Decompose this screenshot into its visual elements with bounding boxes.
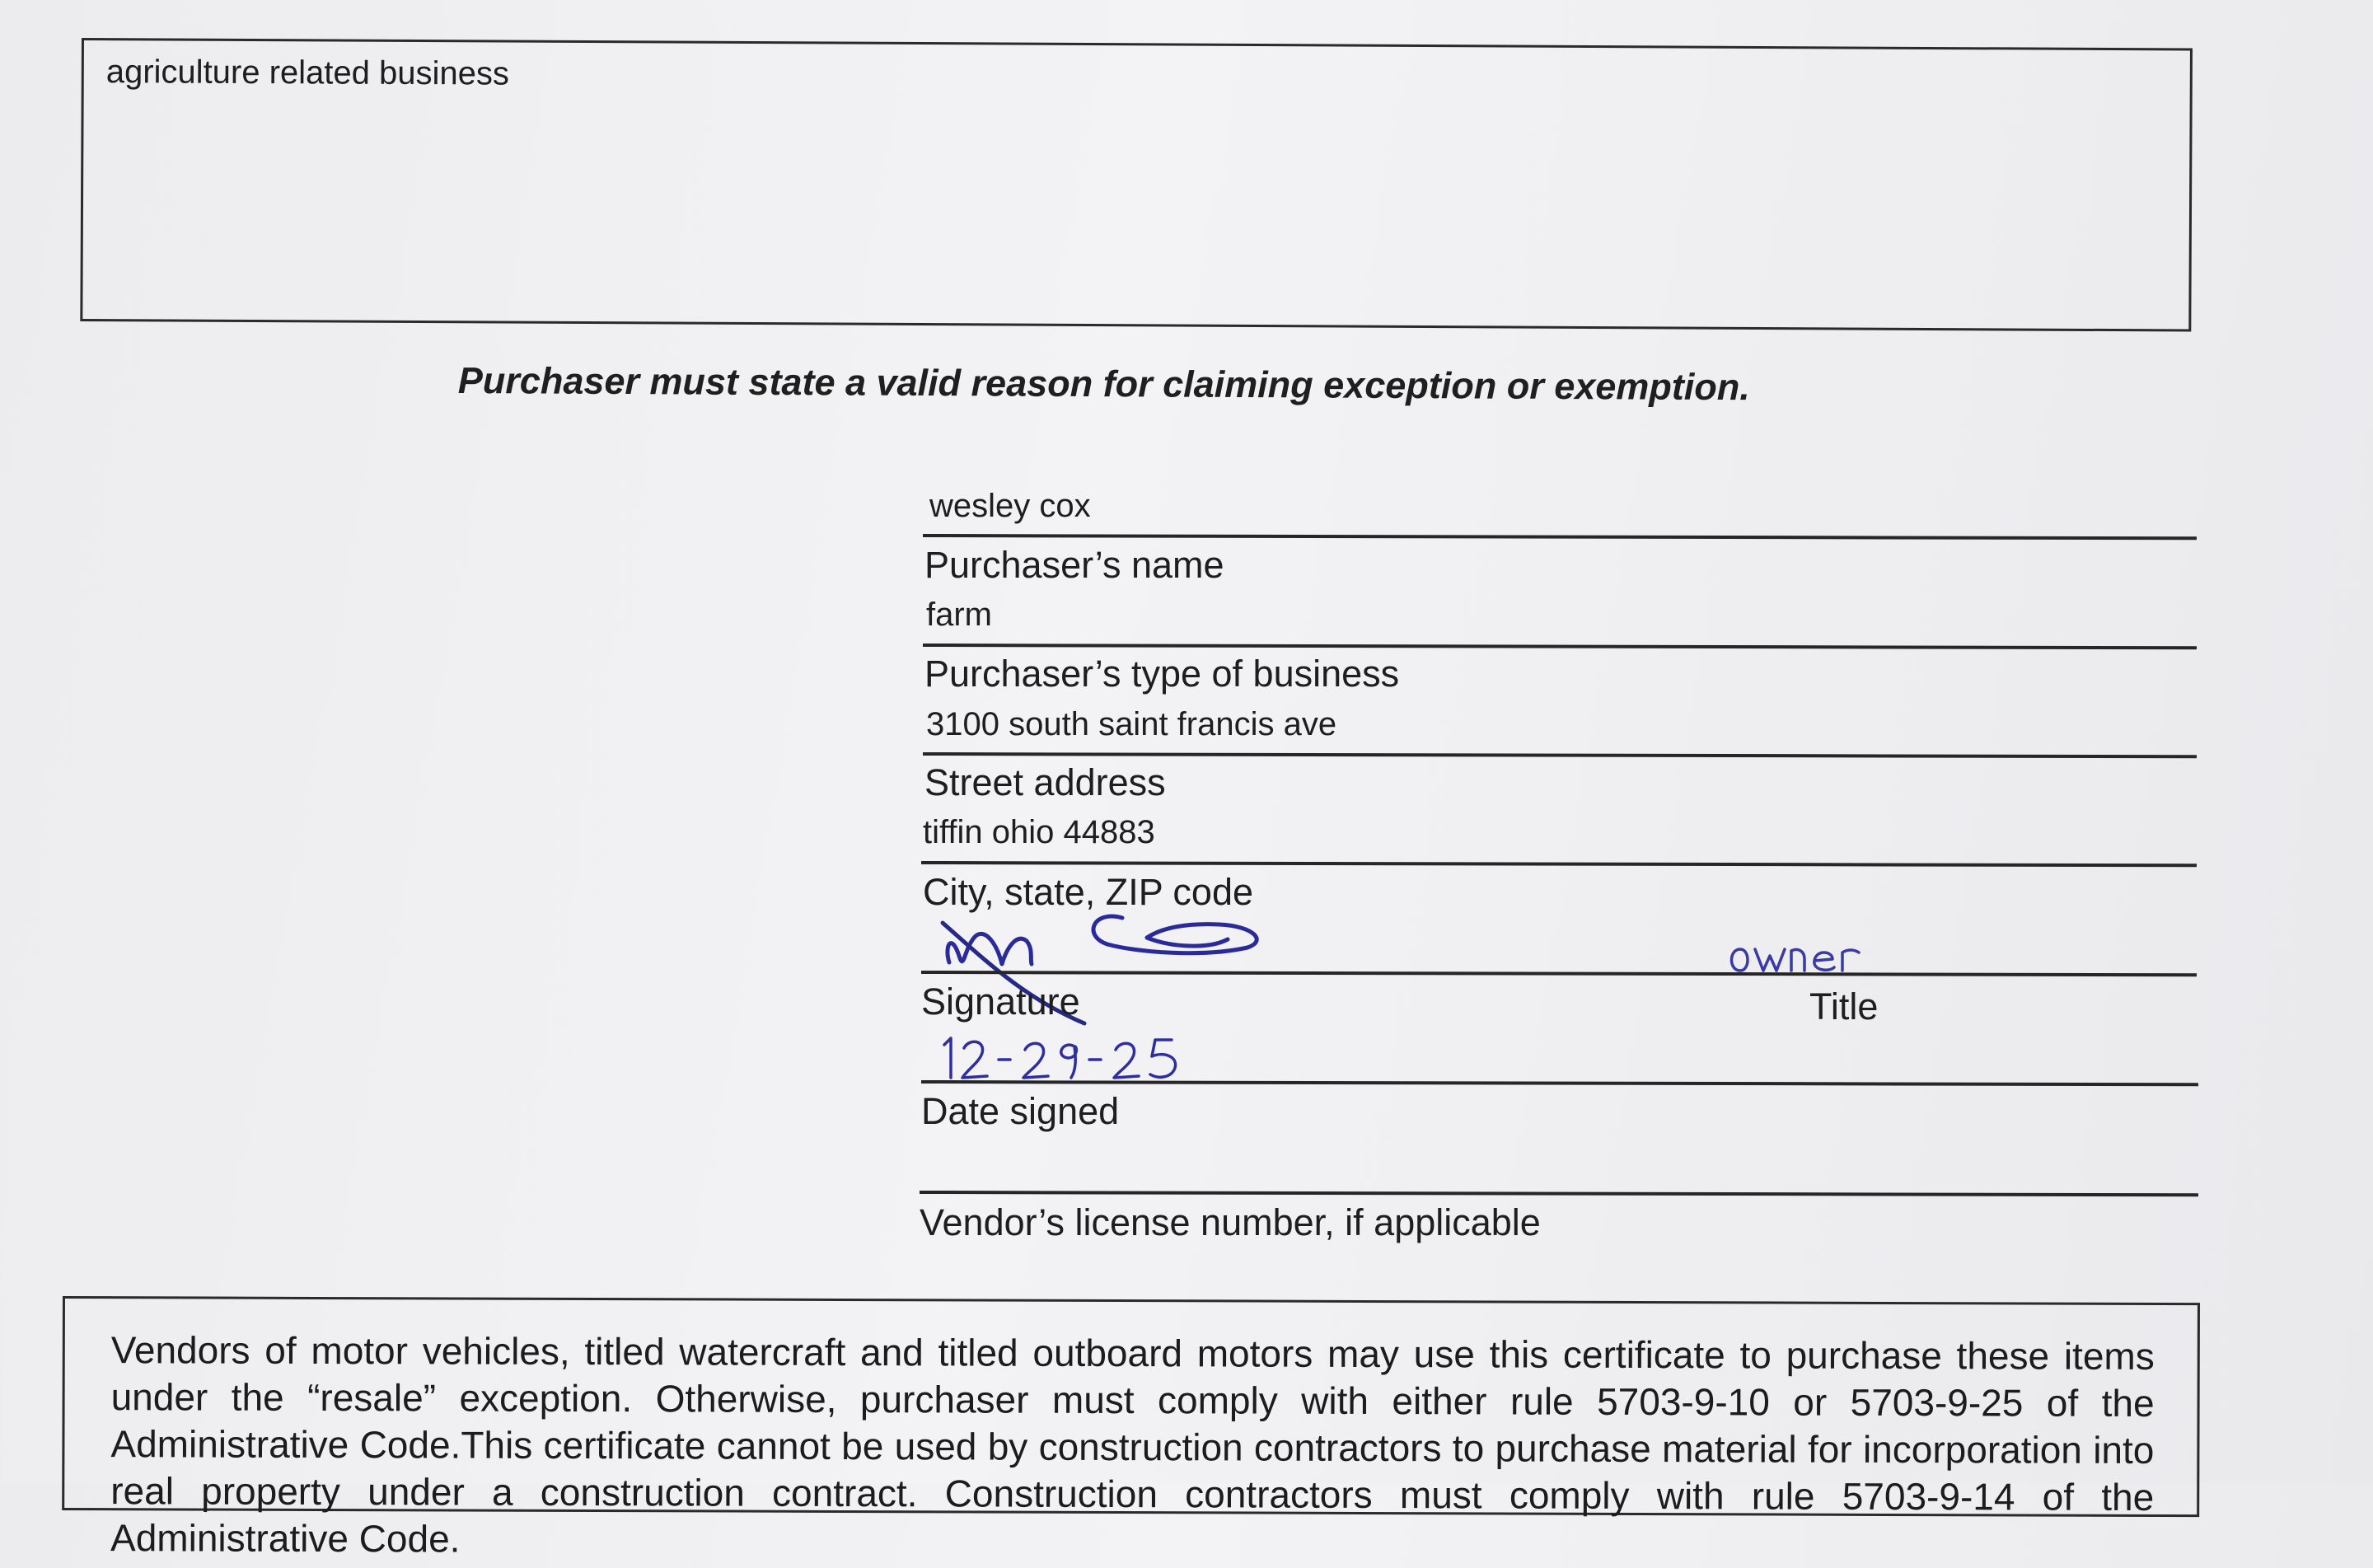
street-address-value[interactable]: 3100 south saint francis ave — [926, 706, 1337, 742]
instruction-text: Purchaser must state a valid reason for claiming exception or exemption. — [457, 359, 1750, 409]
title-label: Title — [1809, 985, 1879, 1027]
vendor-license-line — [920, 1191, 2198, 1196]
street-address-label: Street address — [924, 761, 1166, 803]
exemption-reason-box[interactable] — [80, 38, 2193, 332]
signature-label: Signature — [921, 981, 1080, 1023]
street-address-line — [923, 752, 2197, 758]
vendor-license-label: Vendor’s license number, if applicable — [920, 1201, 1541, 1243]
date-handwriting — [939, 1028, 1203, 1086]
business-type-value[interactable]: farm — [926, 597, 992, 633]
title-handwriting — [1722, 934, 1903, 982]
business-type-label: Purchaser’s type of business — [924, 653, 1400, 695]
purchaser-name-label: Purchaser’s name — [924, 544, 1224, 586]
city-state-zip-value[interactable]: tiffin ohio 44883 — [923, 814, 1155, 850]
exemption-reason-text: agriculture related business — [105, 54, 510, 92]
purchaser-name-line — [923, 534, 2197, 540]
city-state-zip-line — [921, 861, 2197, 867]
notice-box — [62, 1296, 2200, 1561]
city-state-zip-label: City, state, ZIP code — [923, 871, 1254, 913]
notice-text: Vendors of motor vehicles, titled watercraft and titled outboard motors may use this certificate to purchase these items under the “resale” exception. Otherwise, purchaser must comply with either rule 5703-9-10 or 5703-9-25 of the Administrative Code.This certificate cannot be used by construction contractors to purchase material for incorporation into real property under a construction contract. Construction contractors must comply with rule 5703-9-14 of the Administrative Code. — [110, 1328, 2155, 1561]
business-type-line — [923, 644, 2197, 649]
purchaser-name-value[interactable]: wesley cox — [929, 488, 1091, 524]
date-signed-label: Date signed — [921, 1090, 1120, 1132]
